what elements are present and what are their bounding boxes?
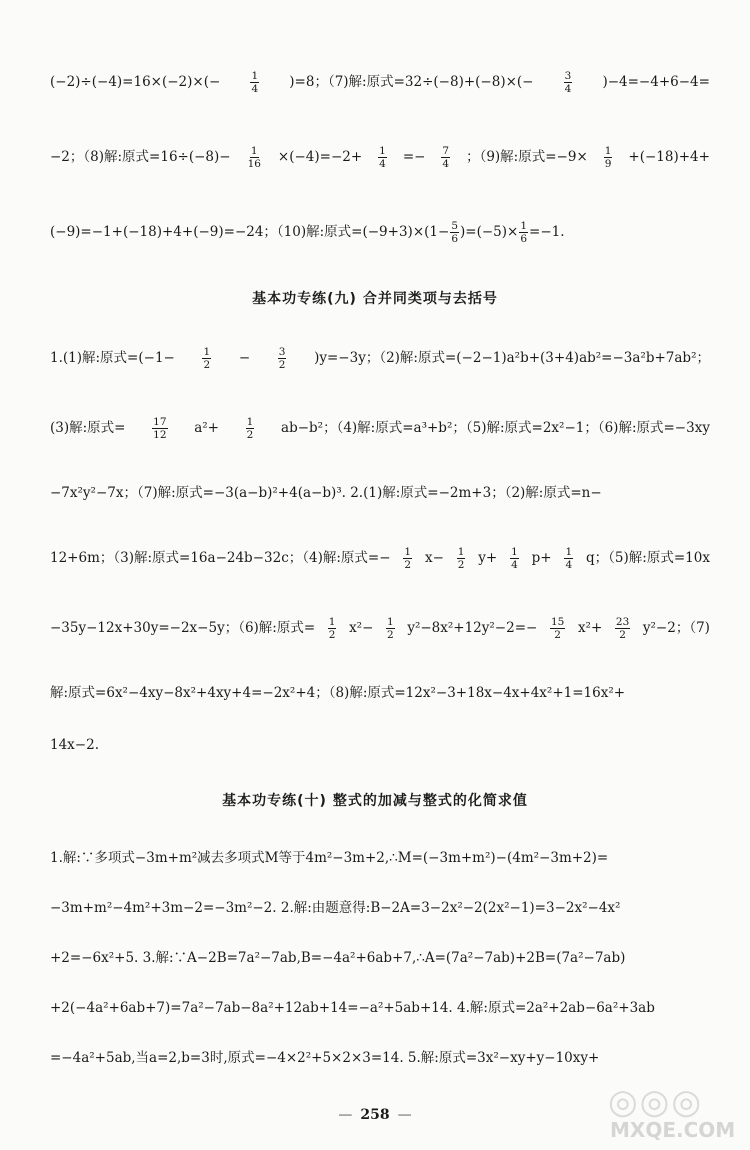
fraction [247,145,262,170]
fraction-numerator: 1 [379,144,386,157]
fraction-denominator: 4 [442,157,450,170]
fraction [202,346,211,371]
fraction-numerator: 1 [520,219,528,232]
fraction-numerator: 17 [153,415,167,428]
fraction-numerator: 1 [565,545,573,558]
fraction [328,616,337,641]
watermark-text: MXQE.COM [610,1118,736,1142]
fraction [441,145,450,170]
fraction-numerator: 3 [564,69,572,82]
text-line-12 [50,893,710,923]
watermark-logo [602,1082,742,1144]
text-run: 解:原式=6x²−4xy−8x²+4xy+4=−2x²+4；（8)解:原式=12x²−3+18x−4x+4x²+1=16x²+ [50,685,626,701]
fraction-denominator: 4 [251,82,259,95]
text-run: p+ [531,550,552,566]
fraction-numerator: 1 [457,545,465,558]
fraction-denominator: 2 [619,628,626,641]
fraction [250,70,259,95]
fraction [615,616,630,641]
text-run: =−1. [529,224,565,240]
section-heading-10: 基本功专练(十) 整式的加减与整式的化简求值 [222,793,528,809]
text-line-7 [50,543,710,573]
fraction-denominator: 6 [451,232,458,245]
text-run: y²−8x²+12y²−2=− [407,620,538,636]
text-line-14 [50,993,710,1023]
fraction-numerator: 1 [328,615,336,628]
text-line-10 [50,730,710,760]
fraction [378,145,387,170]
text-run: −35y−12x+30y=−2x−5y；（6)解:原式= [50,620,316,636]
text-run: =−4a²+5ab,当a=2,b=3时,原式=−4×2²+5×2×3=14. 5.解:原式=3x²−xy+y−10xy+ [50,1050,600,1066]
fraction-numerator: 1 [404,545,412,558]
watermark-glyph-icon: ◎◎◎ [608,1082,704,1122]
text-run: 1.解:∵多项式−3m+m²减去多项式M等于4m²−3m+2,∴M=(−3m+m²)−(4m²−3m+2)= [50,850,609,866]
text-run: )=(−5)× [460,224,519,240]
text-line-4 [50,343,710,373]
page-number-value: 258 [360,1107,390,1123]
fraction [246,416,255,441]
fraction [386,616,395,641]
fraction-denominator: 2 [328,628,336,641]
fraction [450,220,459,245]
fraction-numerator: 1 [203,345,211,358]
text-run: +2=−6x²+5. 3.解:∵A−2B=7a²−7ab,B=−4a²+6ab+7,∴A=(7a²−7ab)+2B=(7a²−7ab) [50,950,626,966]
fraction-numerator: 7 [442,144,450,157]
fraction-denominator: 4 [565,558,573,571]
fraction [457,546,466,571]
text-run: −3m+m²−4m²+3m−2=−3m²−2. 2.解:由题意得:B−2A=3−2x²−2(2x²−1)=3−2x²−4x² [50,900,621,916]
text-line-1 [50,67,710,97]
text-run: a²+ [194,420,219,436]
fraction-numerator: 23 [615,615,630,628]
fraction [403,546,412,571]
text-run: 12+6m；（3)解:原式=16a−24b−32c；（4)解:原式=− [50,550,391,566]
text-run: − [238,350,251,366]
fraction-denominator: 2 [203,358,211,371]
fraction-numerator: 3 [278,345,286,358]
fraction-denominator: 2 [246,428,254,441]
text-line-15 [50,1043,710,1073]
text-run: ；（9)解:原式=−9× [466,149,588,165]
fraction-denominator: 4 [379,157,386,170]
text-line-11 [50,843,710,873]
fraction [564,70,573,95]
fraction-denominator: 16 [247,157,261,170]
text-line-5 [50,413,710,443]
fraction-numerator: 15 [550,615,565,628]
text-run: q；（5)解:原式=10x [586,550,710,566]
text-line-8 [50,613,710,643]
fraction-denominator: 6 [520,232,528,245]
text-line-6 [50,478,710,508]
text-run: 1.(1)解:原式=(−1− [50,350,175,366]
text-run: )=8；（7)解:原式=32÷(−8)+(−8)×(− [289,74,534,90]
fraction-denominator: 2 [457,558,465,571]
text-run: )y=−3y；（2)解:原式=(−2−1)a²b+(3+4)ab²=−3a²b+7ab²； [314,350,710,366]
fraction [152,416,167,441]
text-run: −2；（8)解:原式=16÷(−8)− [50,149,231,165]
text-run: ×(−4)=−2+ [277,149,363,165]
fraction-denominator: 2 [404,558,412,571]
page-number-dash-right: — [397,1107,412,1123]
fraction-numerator: 1 [251,69,259,82]
fraction-numerator: 1 [604,144,612,157]
fraction-numerator: 1 [246,415,254,428]
text-run: +(−18)+4+ [628,149,710,165]
fraction [564,546,573,571]
text-run: −7x²y²−7x；（7)解:原式=−3(a−b)²+4(a−b)³. 2.(1)解:原式=−2m+3；（2)解:原式=n− [50,485,602,501]
fraction-denominator: 2 [278,358,286,371]
fraction-denominator: 2 [554,628,561,641]
text-run: x²− [349,620,374,636]
text-run: 14x−2. [50,737,99,753]
text-run: )−4=−4+6−4= [602,74,710,90]
page-number-dash-left: — [338,1107,353,1123]
text-run: x− [424,550,444,566]
text-run: +2(−4a²+6ab+7)=7a²−7ab−8a²+12ab+14=−a²+5ab+14. 4.解:原式=2a²+2ab−6a²+3ab [50,1000,655,1016]
text-run: y+ [478,550,498,566]
fraction-denominator: 12 [153,428,167,441]
fraction-numerator: 1 [387,615,394,628]
fraction [519,220,528,245]
fraction-denominator: 4 [511,558,518,571]
text-run: (3)解:原式= [50,420,126,436]
section-heading-9: 基本功专练(九) 合并同类项与去括号 [252,291,498,307]
fraction [604,145,613,170]
text-run: (−2)÷(−4)=16×(−2)×(− [50,74,221,90]
text-run: (−9)=−1+(−18)+4+(−9)=−24；（10)解:原式=(−9+3)×(1− [50,224,450,240]
fraction-numerator: 5 [451,219,458,232]
fraction-denominator: 9 [604,157,612,170]
text-run: =− [402,149,426,165]
text-run: ab−b²；（4)解:原式=a³+b²；（5)解:原式=2x²−1；（6)解:原式=−3xy [281,420,710,436]
fraction [510,546,519,571]
text-line-9 [50,678,710,708]
fraction-denominator: 2 [387,628,394,641]
fraction [550,616,565,641]
text-line-3 [50,217,710,247]
text-line-2 [50,142,710,172]
text-line-13 [50,943,710,973]
fraction-numerator: 1 [511,545,518,558]
text-run: y²−2；（7) [642,620,710,636]
fraction-numerator: 1 [250,144,258,157]
text-run: x²+ [577,620,603,636]
fraction-denominator: 4 [564,82,572,95]
fraction [278,346,287,371]
